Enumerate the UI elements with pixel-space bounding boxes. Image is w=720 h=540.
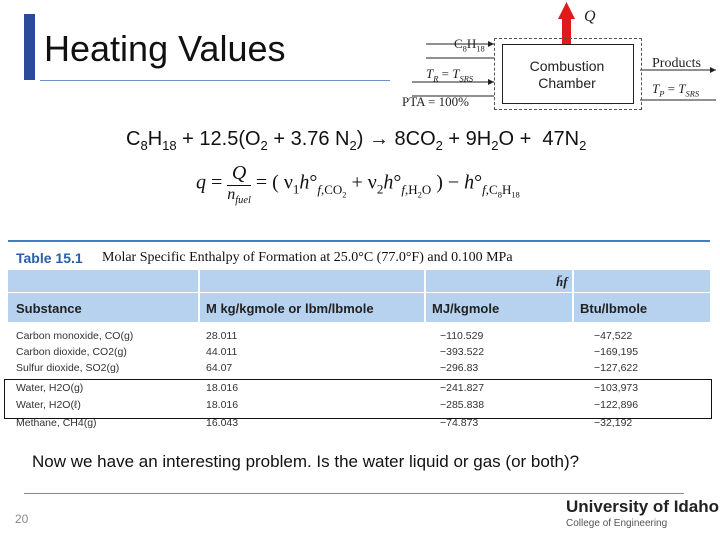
cell-mj: −241.827 bbox=[440, 382, 485, 394]
fuel-label: $C_8H_{18}$ bbox=[454, 36, 485, 54]
air-label: PTA = 100% bbox=[402, 94, 469, 109]
question-text: Now we have an interesting problem. Is the water liquid or gas (or both)? bbox=[32, 452, 580, 471]
table-caption-text: Molar Specific Enthalpy of Formation at 25.0°C (77.0°F) and 0.100 MPa bbox=[102, 250, 513, 265]
chamber-label bbox=[504, 58, 630, 92]
cell-molar-mass: 18.016 bbox=[206, 382, 239, 394]
cell-molar-mass: 64.07 bbox=[206, 362, 233, 374]
table-row bbox=[8, 346, 710, 359]
col-header-mj: MJ/kgmole bbox=[432, 301, 500, 316]
chamber-label-line1: Combustion bbox=[529, 58, 605, 74]
table-row bbox=[8, 362, 710, 375]
cell-substance: Carbon dioxide, CO2(g) bbox=[16, 346, 127, 358]
cell-substance: Methane, CH4(g) bbox=[16, 417, 97, 429]
cell-substance: Water, H2O(g) bbox=[16, 382, 84, 394]
cell-btu: −47,522 bbox=[594, 330, 633, 342]
col-header-substance: Substance bbox=[16, 301, 82, 316]
cell-mj: −285.838 bbox=[440, 399, 485, 411]
chamber-label-line2: Chamber bbox=[538, 75, 596, 91]
outlet-temp-label: $T_P = T_{SRS}$ bbox=[652, 81, 700, 99]
inlet-temp-label: $T_R = T_{SRS}$ bbox=[426, 66, 474, 84]
heat-label: Q bbox=[584, 8, 596, 25]
cell-btu: −122,896 bbox=[594, 399, 639, 411]
cell-substance: Sulfur dioxide, SO2(g) bbox=[16, 362, 120, 374]
cell-substance: Water, H2O(ℓ) bbox=[16, 399, 81, 411]
cell-molar-mass: 28.011 bbox=[206, 330, 238, 342]
cell-btu: −32,192 bbox=[594, 417, 633, 429]
logo-college: College of Engineering bbox=[566, 518, 668, 529]
footer-rule bbox=[24, 493, 684, 494]
cell-mj: −393.522 bbox=[440, 346, 485, 358]
water-rows-highlight bbox=[4, 379, 712, 419]
cell-btu: −103,973 bbox=[594, 382, 639, 394]
combustion-diagram bbox=[398, 0, 720, 112]
cell-molar-mass: 44.011 bbox=[206, 346, 238, 358]
cell-btu: −169,195 bbox=[594, 346, 639, 358]
slide-title: Heating Values bbox=[44, 28, 286, 69]
table-group-header bbox=[8, 270, 710, 292]
university-logo bbox=[566, 497, 719, 529]
table-column-header bbox=[8, 293, 710, 322]
logo-university: University of Idaho bbox=[566, 497, 720, 516]
cell-mj: −296.83 bbox=[440, 362, 479, 374]
group-header-label: h̄f bbox=[556, 274, 568, 289]
cell-substance: Carbon monoxide, CO(g) bbox=[16, 330, 134, 342]
col-divider bbox=[198, 270, 200, 322]
products-label: Products bbox=[652, 56, 701, 71]
heat-arrow-head bbox=[558, 2, 575, 19]
cell-btu: −127,622 bbox=[594, 362, 639, 374]
title-underline bbox=[40, 80, 390, 81]
table-caption bbox=[8, 240, 710, 272]
heating-value-equation: q = Q $n_{fuel}$ = ( $\nu_1h^\circ_{f,CO_2} + \nu_2h^\circ_{f,H_2O}$ ) − $h^\circ_{f,C_8H_{18}}$ bbox=[196, 162, 520, 207]
col-divider bbox=[424, 270, 426, 322]
col-divider bbox=[572, 270, 574, 322]
reaction-equation: $C_8H_{18} + 12.5(O_2 + 3.76$ $N_2) \to 8CO_2 + 9H_2O + 47N_2$ bbox=[126, 128, 587, 153]
col-header-btu: Btu/lbmole bbox=[580, 301, 648, 316]
cell-molar-mass: 16.043 bbox=[206, 417, 239, 429]
table-number: Table 15.1 bbox=[16, 250, 83, 266]
cell-mj: −74.873 bbox=[440, 417, 479, 429]
col-header-molar-mass: M kg/kgmole or lbm/lbmole bbox=[206, 301, 374, 316]
page-number: 20 bbox=[15, 512, 29, 526]
cell-molar-mass: 18.016 bbox=[206, 399, 239, 411]
table-row bbox=[8, 330, 710, 343]
title-accent-bar bbox=[24, 14, 35, 80]
cell-mj: −110.529 bbox=[440, 330, 484, 342]
